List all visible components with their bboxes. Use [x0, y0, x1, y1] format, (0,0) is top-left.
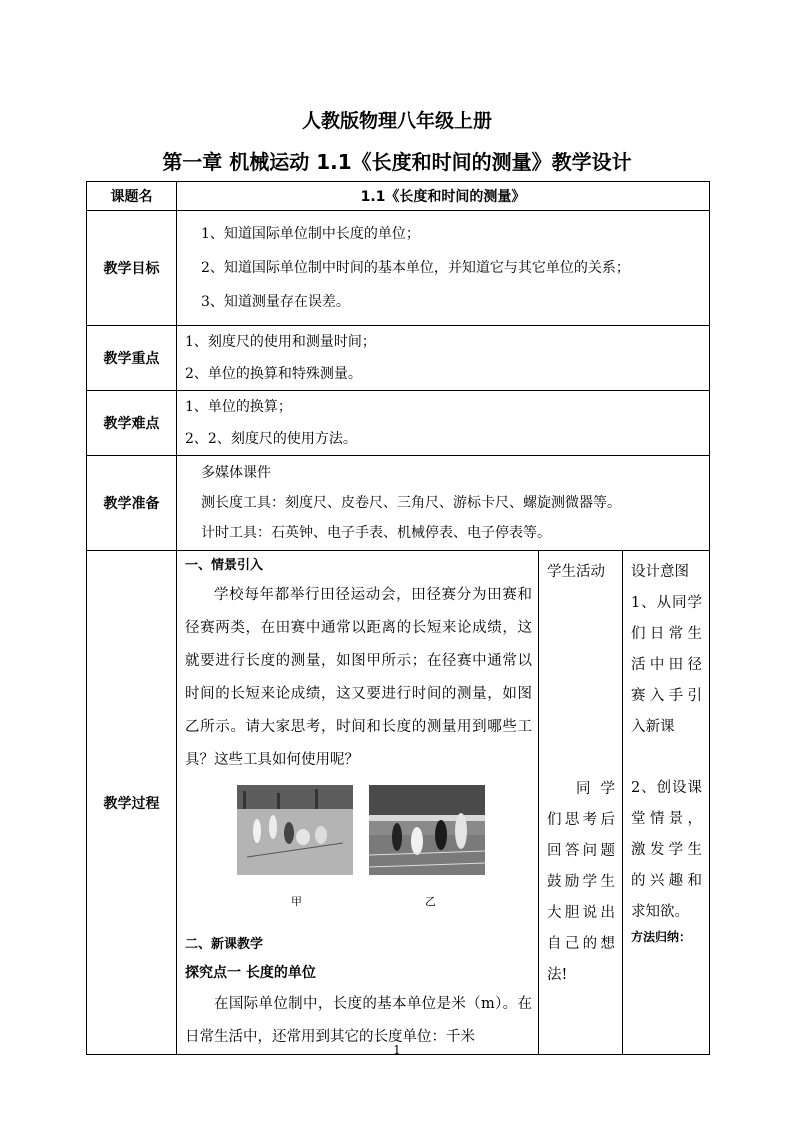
track-event-photo [369, 785, 485, 875]
row-objectives [87, 211, 710, 326]
design-intent-column [623, 551, 710, 1055]
objective-item: 2、知道国际单位制中时间的基本单位，并知道它与其它单位的关系； [201, 260, 630, 276]
explore-heading: 探究点一 长度的单位 [185, 965, 316, 981]
row-preparation [87, 456, 710, 551]
difficulty-item: 1、单位的换算； [185, 399, 292, 415]
row-difficulties [87, 391, 710, 456]
preparation-content [177, 456, 710, 551]
difficulties-content [177, 391, 710, 456]
row-course [87, 182, 710, 211]
lesson-plan-table [86, 181, 710, 1055]
intro-paragraph: 学校每年都举行田径运动会，田径赛分为田赛和径赛两类，在田赛中通常以距离的长短来论成绩，这就要进行长度的测量，如图甲所示；在径赛中通常以时间的长短来论成绩，这又要进行时间的测量，如图乙所示。请大家思考，时间和长度的测量用到哪些工具？这些工具如何使用呢？ [185, 587, 532, 768]
student-activity-column [539, 551, 623, 1055]
course-label: 课题名 [87, 182, 177, 211]
method-summary-label: 方法归纳： [631, 930, 692, 944]
section-heading-new-lesson: 二、新课教学 [185, 937, 264, 952]
section-heading-intro: 一、情景引入 [185, 558, 264, 573]
caption-jia: 甲 [291, 895, 302, 908]
objective-item: 1、知道国际单位制中长度的单位； [201, 226, 420, 242]
page-number: 1 [393, 1043, 401, 1057]
student-activity-text: 同学们思考后回答问题鼓励学生大胆说出自己的想法! [547, 781, 615, 983]
caption-yi: 乙 [425, 895, 436, 908]
design-intent-2: 2、创设课堂情景，激发学生的兴趣和求知欲。 [631, 780, 703, 920]
preparation-label: 教学准备 [87, 456, 177, 551]
objectives-content [177, 211, 710, 326]
row-process [87, 551, 710, 1055]
preparation-item: 测长度工具：刻度尺、皮卷尺、三角尺、游标卡尺、螺旋测微器等。 [201, 495, 621, 511]
key-points-content [177, 326, 710, 391]
difficulties-label: 教学难点 [87, 391, 177, 456]
objective-item: 3、知道测量存在误差。 [201, 294, 350, 310]
row-key-points [87, 326, 710, 391]
document-title: 人教版物理八年级上册 [301, 110, 492, 132]
length-unit-paragraph: 在国际单位制中，长度的基本单位是米（m）。在日常生活中，还常用到其它的长度单位：千米 [185, 996, 532, 1045]
design-intent-1: 1、从同学们日常生活中田径赛入手引入新课 [631, 595, 703, 735]
objectives-label: 教学目标 [87, 211, 177, 326]
student-activity-header: 学生活动 [547, 564, 605, 580]
design-intent-header: 设计意图 [631, 564, 689, 580]
field-event-photo [237, 785, 353, 875]
process-main-content [177, 551, 539, 1055]
preparation-item: 计时工具：石英钟、电子手表、机械停表、电子停表等。 [201, 525, 551, 541]
document-subtitle: 第一章 机械运动 1.1《长度和时间的测量》教学设计 [162, 150, 632, 174]
process-label: 教学过程 [87, 551, 177, 1055]
difficulty-item: 2、2、刻度尺的使用方法。 [185, 431, 357, 447]
key-point-item: 1、刻度尺的使用和测量时间； [185, 334, 376, 350]
photo-figures [177, 785, 538, 908]
course-value: 1.1《长度和时间的测量》 [177, 182, 710, 211]
key-point-item: 2、单位的换算和特殊测量。 [185, 366, 362, 382]
key-points-label: 教学重点 [87, 326, 177, 391]
preparation-item: 多媒体课件 [201, 465, 271, 481]
